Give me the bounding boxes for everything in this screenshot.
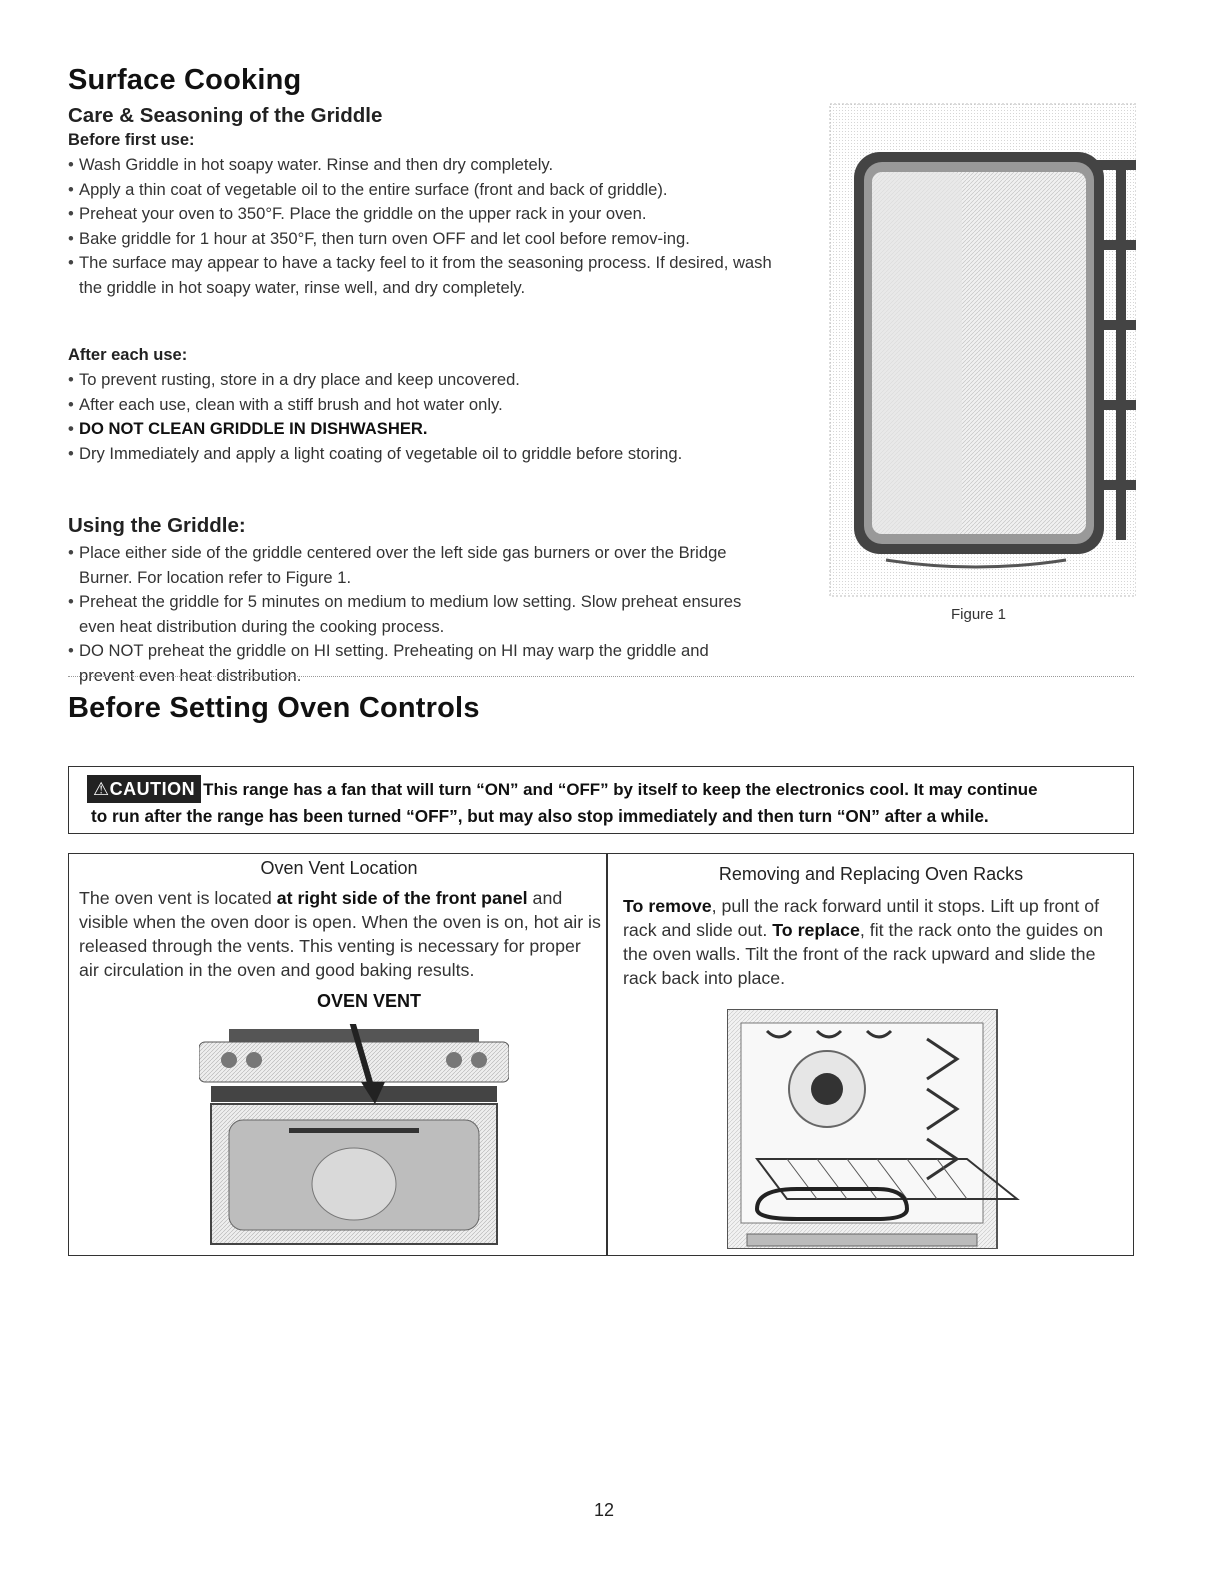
- list-item-warning: • DO NOT CLEAN GRIDDLE IN DISHWASHER.: [68, 417, 758, 442]
- list-item: • DO NOT preheat the griddle on HI setting. Preheating on HI may warp the griddle and prevent even heat distribution.: [68, 639, 768, 688]
- list-item: • Place either side of the griddle centered over the left side gas burners or over the Bridge Burner. For location refer to Figure 1.: [68, 541, 768, 590]
- list-item: • Apply a thin coat of vegetable oil to the entire surface (front and back of griddle).: [68, 178, 798, 203]
- oven-racks-text: [623, 894, 1123, 990]
- using-griddle-list: [68, 541, 768, 688]
- list-item: • Bake griddle for 1 hour at 350°F, then turn oven OFF and let cool before remov-ing.: [68, 227, 779, 252]
- page-number: 12: [594, 1500, 615, 1520]
- to-replace-text: , fit the rack onto the guides on the oven walls. Tilt the front of the rack upward and slide the rack back into place.: [623, 920, 1104, 988]
- before-first-use-label: Before first use:: [68, 131, 195, 149]
- oven-vent-text-bold: at right side of the front panel: [276, 888, 528, 908]
- to-remove-label: To remove: [623, 896, 712, 916]
- subtitle-using-griddle: Using the Griddle:: [68, 514, 246, 537]
- list-item: • The surface may appear to have a tacky feel to it from the seasoning process. If desired, wash the griddle in hot soapy water, rinse well, and dry completely.: [68, 251, 794, 300]
- to-replace-label: To replace: [772, 920, 860, 940]
- warning-icon: ⚠: [93, 779, 110, 799]
- oven-vent-text: [79, 886, 601, 982]
- griddle-drawing: [826, 100, 1136, 600]
- section-divider: [68, 676, 1134, 677]
- section-title-before-setting-oven-controls: Before Setting Oven Controls: [68, 692, 480, 724]
- caution-line-1: [87, 775, 1127, 803]
- list-item: • Dry Immediately and apply a light coating of vegetable oil to griddle before storing.: [68, 442, 749, 467]
- caution-line-2: to run after the range has been turned “OFF”, but may also stop immediately and then turn “ON” after a while.: [91, 806, 989, 826]
- oven-vent-text-post: and visible when the oven door is open. When the oven is on, hot air is released through the vents. This venting is necessary for proper air circulation in the oven and good baking results.: [79, 888, 601, 980]
- figure-1-griddle-illustration: [826, 100, 1136, 600]
- oven-vent-title: Oven Vent Location: [260, 858, 418, 878]
- oven-vent-panel: [68, 853, 608, 1256]
- caution-box: [68, 766, 1134, 834]
- oven-vent-callout-label: OVEN VENT: [317, 991, 422, 1011]
- figure-1-caption: Figure 1: [951, 606, 1007, 623]
- oven-vent-text-pre: The oven vent is located: [79, 888, 277, 908]
- after-each-use-list: [68, 368, 758, 466]
- to-remove-text: , pull the rack forward until it stops. Lift up front of rack and slide out.: [623, 896, 1100, 940]
- caution-badge: [87, 775, 201, 803]
- before-first-use-list: [68, 153, 798, 300]
- oven-racks-title: Removing and Replacing Oven Racks: [718, 864, 1024, 884]
- list-item: • Preheat your oven to 350°F. Place the griddle on the upper rack in your oven.: [68, 202, 798, 227]
- list-item: • Preheat the griddle for 5 minutes on medium to medium low setting. Slow preheat ensures even heat distribution during the cooking process.: [68, 590, 768, 639]
- subtitle-care-seasoning: Care & Seasoning of the Griddle: [68, 104, 383, 127]
- oven-vent-range-drawing: [199, 1024, 509, 1254]
- oven-rack-drawing: [727, 1009, 1027, 1249]
- list-item: • Wash Griddle in hot soapy water. Rinse and then dry completely.: [68, 153, 798, 178]
- after-each-use-label: After each use:: [68, 346, 188, 364]
- caution-text-1: This range has a fan that will turn “ON” and “OFF” by itself to keep the electronics cool. It may continue: [203, 780, 1038, 799]
- list-item: • To prevent rusting, store in a dry place and keep uncovered.: [68, 368, 758, 393]
- caution-badge-label: CAUTION: [109, 779, 196, 799]
- section-title-surface-cooking: Surface Cooking: [68, 64, 302, 96]
- oven-racks-panel: [606, 853, 1134, 1256]
- list-item: • After each use, clean with a stiff brush and hot water only.: [68, 393, 758, 418]
